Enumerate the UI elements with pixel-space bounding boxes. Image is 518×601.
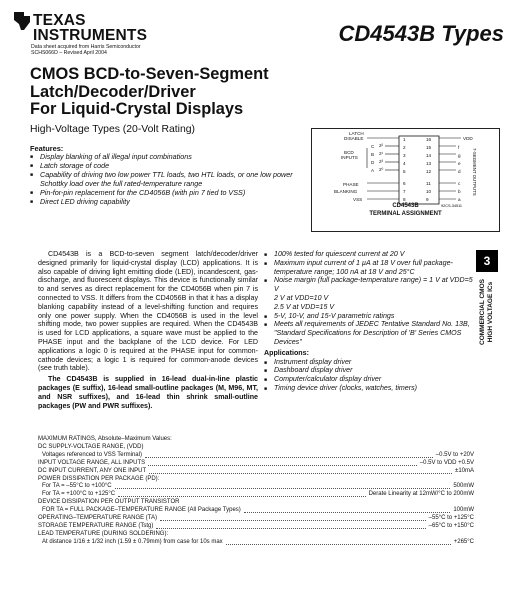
ti-logo-icon [12, 10, 32, 32]
rating-label: Voltages referenced to VSS Terminal) [42, 451, 142, 458]
pin-label-blanking: BLANKING [334, 189, 358, 194]
caption-part: CD4543B [392, 203, 419, 209]
feature-item: ■ Latch storage of code [30, 161, 300, 170]
features-heading: Features: [30, 144, 64, 153]
document-title [30, 66, 269, 119]
rating-row [38, 507, 474, 515]
rating-row [38, 531, 474, 539]
pin-diagram-caption [311, 203, 500, 218]
pin-c-weight: 2² [379, 143, 384, 148]
section-tab-number: 3 [476, 250, 498, 272]
feature-item: ■ Capability of driving two low power TTL loads, two HTL loads, or one low power Schottky load over the full rated-temperature range [30, 170, 300, 188]
brand-top: TEXAS [33, 12, 86, 29]
note-line2: SCHS066D – Revised April 2004 [31, 50, 107, 56]
acquisition-note [31, 44, 141, 56]
brand-bottom: INSTRUMENTS [33, 27, 148, 44]
pin-num: 8 [403, 197, 406, 202]
description-paragraph: CD4543B is a BCD-to-seven segment latch/decoder/driver designed primarily for liquid-crystal display (LCD) applications. It is also capable of driving light emitting diode (LED), incandescent, gas-discharge, and fluorescent displays. This device is functionally similar to and serves as direct replacement for the CD4056B when pin 7 is connected to VSS. It differs from the CD4056B in that it has a display blanking capability instead of a level-shifting function and requires only one power supply. When the CD4056B is used in the level shifting mode, two power supplies are required. When the CD4543B is used for LCD applications, a square wave must be applied to the PHASE input and the backplane of the LCD device. For LED applications a logic 0 is required at the PHASE input for common-cathode devices; a logic 1 is required for common-anode devices (see truth table). [38, 250, 258, 373]
rating-row [38, 476, 474, 484]
title-line3: For Liquid-Crystal Displays [30, 100, 244, 118]
rating-value: Derate Linearity at 12mW/°C to 200mW [368, 491, 474, 498]
rating-value: –55°C to +125°C [428, 515, 474, 522]
description [38, 250, 258, 412]
caption-title: TERMINAL ASSIGNMENT [369, 210, 442, 217]
section-tab [478, 280, 496, 346]
pin-d: D [371, 160, 375, 165]
brand-name [33, 13, 147, 43]
pin-num: 13 [426, 161, 432, 166]
rating-label: At distance 1/16 ± 1/32 inch (1.59 ± 0.79mm) from case for 10s max [42, 538, 223, 545]
rating-row [38, 483, 474, 491]
leader-dots [118, 491, 365, 497]
seg-e: e [458, 161, 461, 166]
pin-num: 12 [426, 169, 432, 174]
feature-item: ■ Pin-for-pin replacement for the CD4056B (with pin 7 tied to VSS) [30, 188, 300, 197]
rating-label: DC SUPPLY-VOLTAGE RANGE, (VDD) [38, 443, 144, 450]
leader-dots [160, 515, 426, 521]
pin-num: 5 [403, 169, 406, 174]
subtitle: High-Voltage Types (20-Volt Rating) [30, 124, 195, 135]
rating-value: –0.5V to +20V [435, 451, 474, 458]
rating-value: –65°C to +150°C [428, 522, 474, 529]
rating-row [38, 515, 474, 523]
pin-a: A [371, 168, 375, 173]
application-item: ■ Dashboard display driver [264, 366, 474, 375]
rating-label: DEVICE DISSIPATION PER OUTPUT TRANSISTOR [38, 499, 180, 506]
seg-d: d [458, 169, 461, 174]
rating-row [38, 523, 474, 531]
features-list [30, 152, 300, 206]
rating-row [38, 491, 474, 499]
rating-row [38, 539, 474, 547]
applications-heading: Applications: [264, 348, 309, 357]
title-line2: Latch/Decoder/Driver [30, 82, 196, 101]
seg-f: f [458, 145, 460, 150]
rating-row [38, 444, 474, 452]
leader-dots [244, 507, 451, 513]
note-line1: Data sheet acquired from Harris Semiconductor [31, 44, 141, 50]
leader-dots [156, 523, 425, 529]
part-title: CD4543B Types [338, 21, 504, 46]
maximum-ratings [38, 436, 474, 547]
pin-num: 14 [426, 153, 432, 158]
rating-label: LEAD TEMPERATURE (DURING SOLDERING): [38, 530, 169, 537]
rating-label: For TA = +100°C to +125°C [42, 491, 116, 498]
pin-num: 7 [403, 189, 406, 194]
rating-label: OPERATING–TEMPERATURE RANGE (TA) [38, 515, 158, 522]
application-item: ■ Computer/calculator display driver [264, 375, 474, 384]
pin-b-weight: 2¹ [379, 151, 384, 156]
pin-diagram [311, 128, 500, 208]
rating-label: For TA = –55°C to +100°C [42, 483, 112, 490]
section-tab-label: COMMERCIAL CMOS HIGH VOLTAGE ICs [479, 279, 494, 345]
seg-b: b [458, 189, 461, 194]
rating-value: +265°C [453, 538, 474, 545]
pin-c: C [371, 144, 375, 149]
feature-item: ■ Display blanking of all illegal input combinations [30, 152, 300, 161]
pin-label-phase: PHASE [343, 182, 359, 187]
pin-label-vss: VSS [353, 197, 363, 202]
spec-item: ■ 100% tested for quiescent current at 20 V [264, 250, 474, 259]
application-item: ■ Instrument display driver [264, 358, 474, 367]
spec-item: ■ Maximum input current of 1 µA at 18 V over full package-temperature range; 100 nA at 18 V and 25°C [264, 259, 474, 277]
rating-value: ±10mA [455, 467, 474, 474]
title-line1: CMOS BCD-to-Seven-Segment [30, 65, 269, 83]
seg-c: c [458, 181, 461, 186]
diagram-code: 92CS-34511 [441, 204, 463, 208]
spec-item: ■ Meets all requirements of JEDEC Tentative Standard No. 13B, "Standard Specifications for Description of 'B' Series CMOS Devices" [264, 320, 474, 346]
pin-num: 4 [403, 161, 406, 166]
rating-row [38, 452, 474, 460]
pin-d-weight: 2³ [379, 159, 384, 164]
pin-num: 6 [403, 181, 406, 186]
rating-value: 500mW [453, 483, 474, 490]
outputs-label: 7-SEGMENT OUTPUTS [472, 148, 477, 196]
seg-a: a [458, 197, 461, 202]
ratings-heading: MAXIMUM RATINGS, Absolute–Maximum Values: [38, 436, 172, 442]
spec-item: ■ 5-V, 10-V, and 15-V parametric ratings [264, 312, 474, 321]
leader-dots [115, 483, 451, 489]
pin-num: 9 [426, 197, 429, 202]
pin-label-disable: DISABLE [344, 136, 364, 141]
pin-num: 3 [403, 153, 406, 158]
pin-label-latch: LATCH [349, 131, 364, 136]
pin-label-inputs: INPUTS [341, 155, 358, 160]
pin-num: 1 [403, 137, 406, 142]
rating-value: –0.5V to VDD +0.5V [419, 459, 474, 466]
pin-num: 16 [426, 137, 432, 142]
pin-a-weight: 2⁰ [379, 167, 384, 172]
rating-label: DC INPUT CURRENT, ANY ONE INPUT [38, 467, 147, 474]
leader-dots [145, 452, 433, 458]
vdd-label: VDD [463, 136, 473, 141]
rating-label: INPUT VOLTAGE RANGE, ALL INPUTS [38, 459, 146, 466]
leader-dots [148, 460, 417, 466]
pin-num: 10 [426, 189, 432, 194]
rating-row [38, 460, 474, 468]
pin-num: 11 [426, 181, 431, 186]
rating-label: POWER DISSIPATION PER PACKAGE (PD): [38, 475, 160, 482]
spec-list [264, 250, 474, 393]
feature-item: ■ Direct LED driving capability [30, 197, 300, 206]
leader-dots [149, 468, 452, 474]
pin-label-bcd: BCD [344, 150, 354, 155]
pin-num: 2 [403, 145, 406, 150]
rating-row [38, 468, 474, 476]
rating-label: STORAGE TEMPERATURE RANGE (Tstg) [38, 522, 154, 529]
pin-b: B [371, 152, 375, 157]
pin-num: 15 [426, 145, 432, 150]
spec-item: ■ Noise margin (full package-temperature range) = 1 V at VDD=5 V 2 V at VDD=10 V 2.5 V at VDD=15 V [264, 276, 474, 311]
rating-row [38, 499, 474, 507]
rating-value: 100mW [453, 507, 474, 514]
application-item: ■ Timing device driver (clocks, watches, timers) [264, 384, 474, 393]
leader-dots [226, 539, 451, 545]
package-paragraph: The CD4543B is supplied in 16-lead dual-in-line plastic packages (E suffix), 16-lead small-outline packages (M, M96, MT, and NSR suffixes), and 16-lead thin shrink small-outline packages (PW and PWR suffixes). [38, 375, 258, 410]
rating-label: FOR TA = FULL PACKAGE–TEMPERATURE RANGE (All Package Types) [42, 507, 241, 514]
seg-g: g [458, 153, 461, 158]
